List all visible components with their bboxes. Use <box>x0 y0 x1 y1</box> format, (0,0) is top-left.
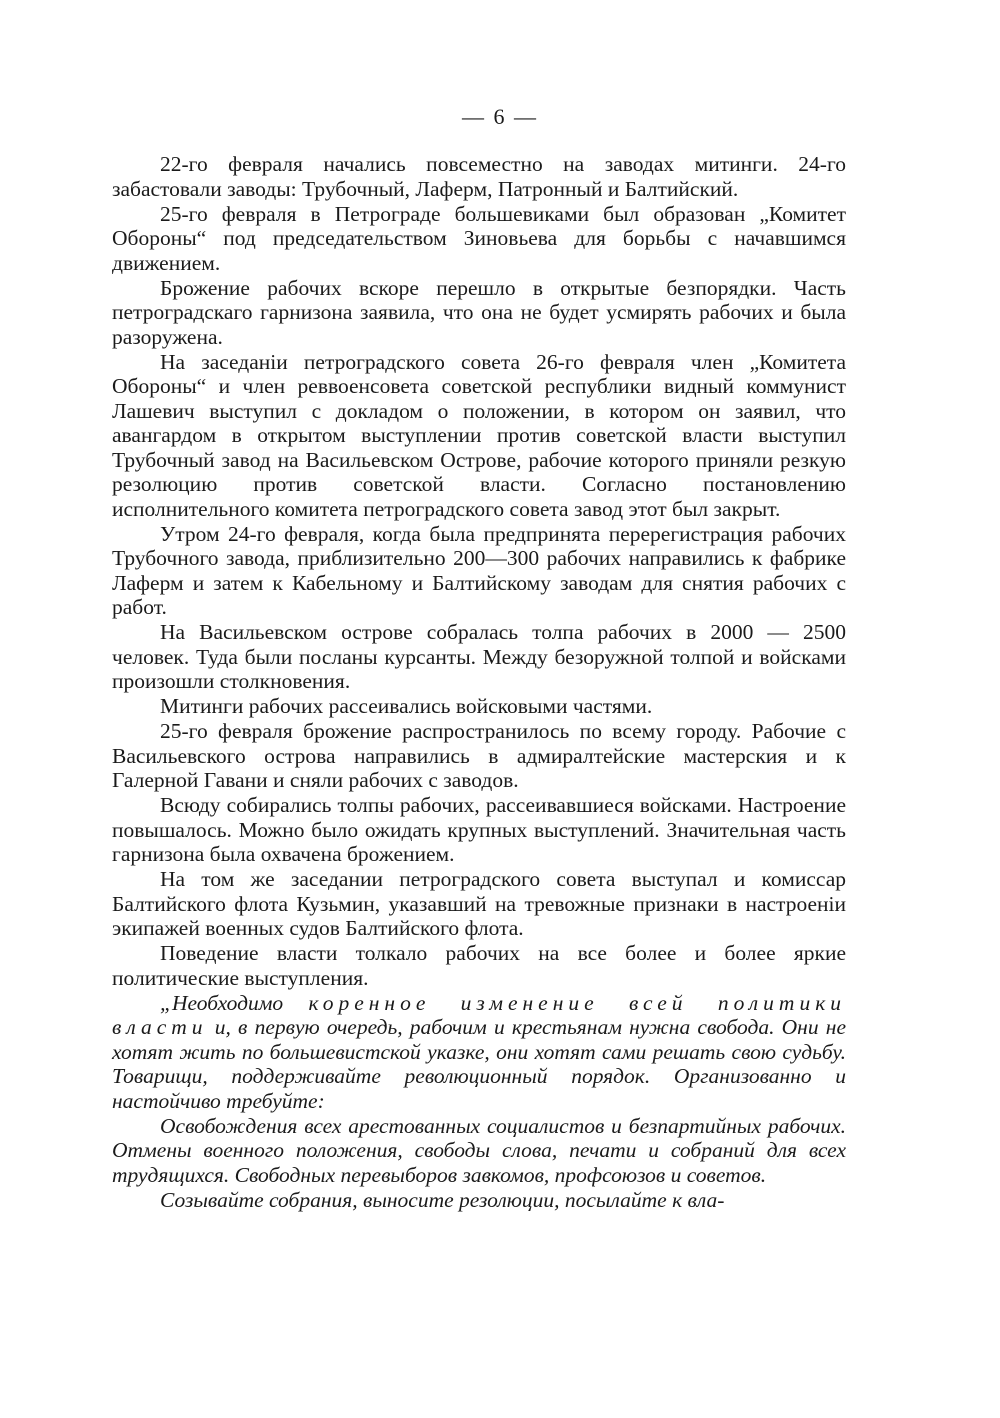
paragraph: На Васильевском острове собралась толпа рабочих в 2000 — 2500 человек. Туда были посланы курсанты. Между безоружной толпой и войсками произошли столкновения. <box>112 620 846 693</box>
quote-opening: „Необходимо <box>160 990 284 1015</box>
quote-spaced-text: коренное изменение всей политики власти <box>112 990 846 1039</box>
paragraph: На том же заседании петроградского совета выступал и комиссар Балтийского флота Кузьмин, указавший на тревожные признаки в настроенiи экипажей военных судов Балтийского флота. <box>112 867 846 940</box>
paragraph: На заседанiи петроградского совета 26-го февраля член „Комитета Обороны“ и член реввоенсовета советской республики видный коммунист Лашевич выступил с докладом о положении, в котором он заявил, что авангардом в открытом выступлении против советской власти выступил Трубочный завод на Васильевском Острове, рабочие которого приняли резкую резолюцию против советской власти. Согласно постановлению исполнительного комитета петроградского совета завод этот был закрыт. <box>112 349 846 521</box>
paragraph: 25-го февраля в Петрограде большевиками был образован „Комитет Обороны“ под председательством Зиновьева для борьбы с начавшимся движением. <box>112 201 846 275</box>
paragraph: Всюду собирались толпы рабочих, рассеивавшиеся войсками. Настроение повышалось. Можно было ожидать крупных выступлений. Значительная часть гарнизона была охвачена брожением. <box>112 793 846 866</box>
paragraph: 25-го февраля брожение распространилось по всему городу. Рабочие с Васильевского острова направились в адмиралтейские мастерския и к Галерной Гавани и сняли рабочих с заводов. <box>112 719 846 792</box>
paragraph: Митинги рабочих рассеивались войсковыми частями. <box>160 694 653 718</box>
quote-text: и, в первую очередь, рабочим и крестьянам нужна свобода. Они не хотят жить по большевистской указке, они хотят сами решать свою судьбу. Товарищи, поддерживайте революционный порядок. Организованно и настойчиво требуйте: <box>112 1015 846 1113</box>
paragraph: Поведение власти толкало рабочих на все более и более яркие политические выступления. <box>112 941 846 990</box>
body-text <box>112 152 846 1213</box>
quote-closing: Созывайте собрания, выносите резолюции, посылайте к вла- <box>160 1187 725 1212</box>
paragraph: 22-го февраля начались повсеместно на заводах митинги. 24-го забастовали заводы: Трубочный, Лаферм, Патронный и Балтийский. <box>112 152 846 201</box>
quote-paragraph <box>112 991 846 1114</box>
paragraph: Брожение рабочих вскоре перешло в открытые безпорядки. Часть петроградскаго гарнизона заявила, что она не будет усмирять рабочих и была разоружена. <box>112 275 846 349</box>
page-number: — 6 — <box>462 104 538 129</box>
paragraph: Утром 24-го февраля, когда была предпринята перерегистрация рабочих Трубочного завода, приблизительно 200—300 рабочих направились к фабрике Лаферм и затем к Кабельному и Балтийскому заводам для снятия рабочих с работ. <box>112 521 846 619</box>
quote-demands: Освобождения всех арестованных социалистов и безпартийных рабочих. Отмены военного положения, свободы слова, печати и собраний для всех трудящихся. Свободных перевыборов завкомов, профсоюзов и советов. <box>112 1113 846 1187</box>
